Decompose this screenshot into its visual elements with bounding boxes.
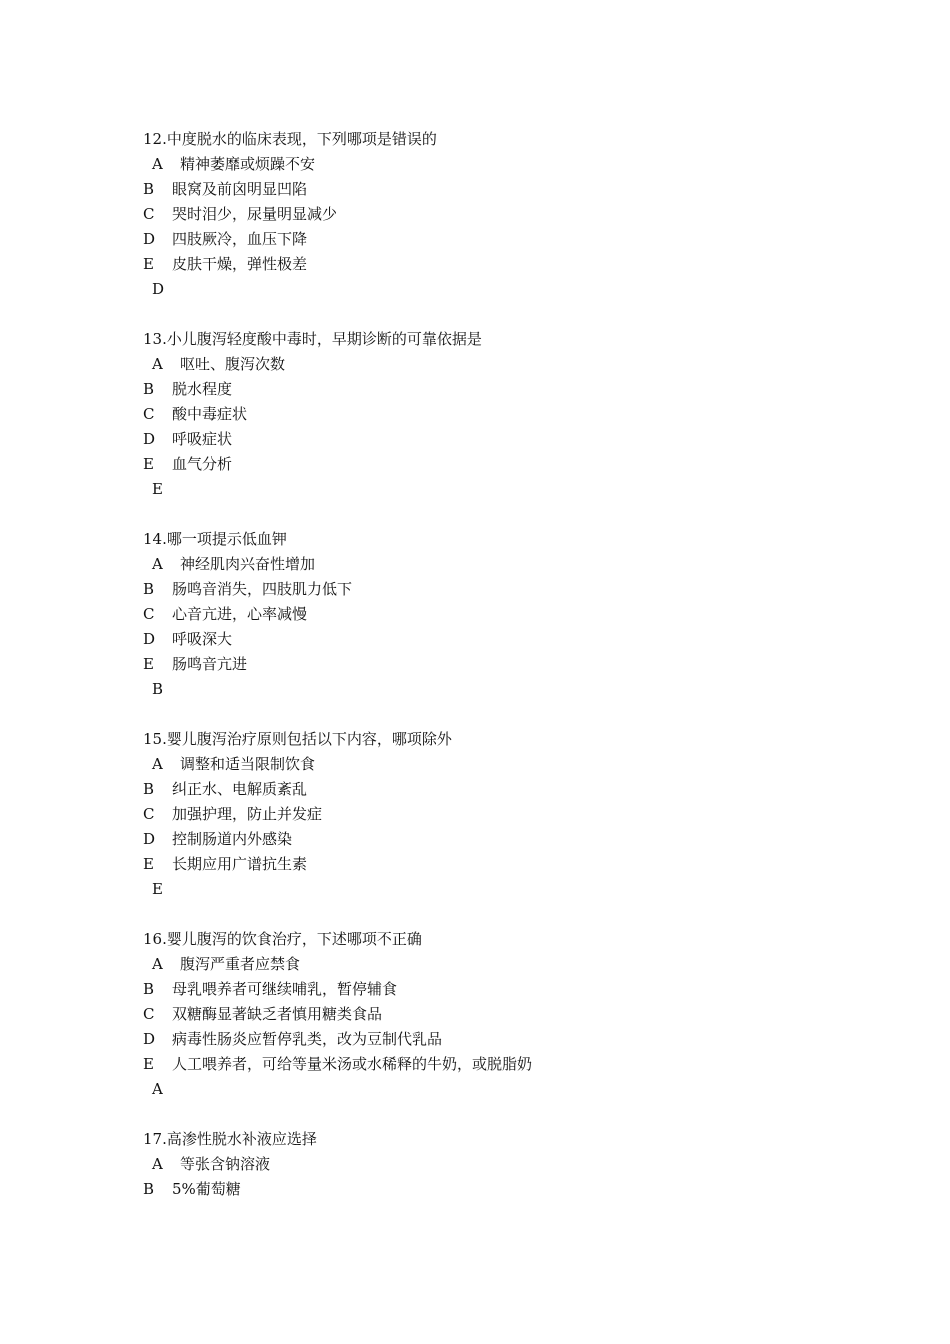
option-c xyxy=(143,802,843,827)
question-12 xyxy=(143,127,843,302)
option-d xyxy=(143,427,843,452)
option-text: 呼吸深大 xyxy=(172,630,233,648)
option-text: 病毒性肠炎应暂停乳类，改为豆制代乳品 xyxy=(172,1030,443,1048)
option-d xyxy=(143,827,843,852)
option-text: 肠鸣音亢进 xyxy=(172,655,248,673)
option-letter: C xyxy=(143,605,155,623)
option-a xyxy=(143,1152,843,1177)
question-title: 15.婴儿腹泻治疗原则包括以下内容，哪项除外 xyxy=(143,730,452,748)
option-letter: E xyxy=(143,255,154,273)
option-letter: D xyxy=(143,830,156,848)
option-b xyxy=(143,377,843,402)
option-text: 哭时泪少，尿量明显减少 xyxy=(172,205,338,223)
option-text: 眼窝及前囟明显凹陷 xyxy=(172,180,308,198)
option-letter: A xyxy=(152,555,163,573)
answer-key: D xyxy=(152,280,165,298)
option-letter: D xyxy=(143,1030,156,1048)
option-text: 皮肤干燥，弹性极差 xyxy=(172,255,308,273)
option-b xyxy=(143,1177,843,1202)
option-text: 长期应用广谱抗生素 xyxy=(172,855,308,873)
option-letter: D xyxy=(143,630,156,648)
option-letter: E xyxy=(143,1055,154,1073)
option-text: 等张含钠溶液 xyxy=(180,1155,271,1173)
option-letter: B xyxy=(143,380,155,398)
question-17 xyxy=(143,1127,843,1202)
question-title: 12.中度脱水的临床表现，下列哪项是错误的 xyxy=(143,130,437,148)
option-text: 酸中毒症状 xyxy=(172,405,248,423)
option-letter: B xyxy=(143,580,155,598)
option-e xyxy=(143,652,843,677)
question-title: 14.哪一项提示低血钾 xyxy=(143,530,287,548)
option-a xyxy=(143,552,843,577)
option-b xyxy=(143,577,843,602)
option-d xyxy=(143,1027,843,1052)
option-e xyxy=(143,852,843,877)
option-letter: E xyxy=(143,455,154,473)
option-a xyxy=(143,152,843,177)
answer-key: A xyxy=(152,1080,163,1098)
option-letter: C xyxy=(143,805,155,823)
option-text: 肠鸣音消失，四肢肌力低下 xyxy=(172,580,353,598)
answer-key: B xyxy=(152,680,164,698)
option-a xyxy=(143,352,843,377)
option-b xyxy=(143,177,843,202)
question-13 xyxy=(143,327,843,502)
option-text: 精神萎靡或烦躁不安 xyxy=(180,155,316,173)
option-text: 加强护理，防止并发症 xyxy=(172,805,323,823)
option-text: 人工喂养者，可给等量米汤或水稀释的牛奶，或脱脂奶 xyxy=(172,1055,533,1073)
option-letter: A xyxy=(152,355,163,373)
question-title: 13.小儿腹泻轻度酸中毒时，早期诊断的可靠依据是 xyxy=(143,330,482,348)
option-c xyxy=(143,202,843,227)
option-letter: A xyxy=(152,1155,163,1173)
option-text: 调整和适当限制饮食 xyxy=(180,755,316,773)
option-b xyxy=(143,977,843,1002)
option-c xyxy=(143,602,843,627)
option-d xyxy=(143,227,843,252)
option-letter: D xyxy=(143,230,156,248)
option-a xyxy=(143,952,843,977)
option-e xyxy=(143,452,843,477)
question-14 xyxy=(143,527,843,702)
option-text: 母乳喂养者可继续哺乳，暂停辅食 xyxy=(172,980,398,998)
option-text: 腹泻严重者应禁食 xyxy=(180,955,301,973)
option-a xyxy=(143,752,843,777)
question-16 xyxy=(143,927,843,1102)
question-15 xyxy=(143,727,843,902)
option-letter: D xyxy=(143,430,156,448)
option-letter: A xyxy=(152,955,163,973)
option-text: 呼吸症状 xyxy=(172,430,233,448)
option-text: 控制肠道内外感染 xyxy=(172,830,293,848)
option-letter: C xyxy=(143,205,155,223)
option-text: 脱水程度 xyxy=(172,380,233,398)
option-letter: C xyxy=(143,405,155,423)
option-letter: E xyxy=(143,855,154,873)
option-text: 血气分析 xyxy=(172,455,233,473)
option-letter: A xyxy=(152,155,163,173)
question-title: 16.婴儿腹泻的饮食治疗，下述哪项不正确 xyxy=(143,930,422,948)
option-letter: C xyxy=(143,1005,155,1023)
option-e xyxy=(143,252,843,277)
option-c xyxy=(143,402,843,427)
option-text: 呕吐、腹泻次数 xyxy=(180,355,286,373)
option-letter: B xyxy=(143,180,155,198)
question-title: 17.高渗性脱水补液应选择 xyxy=(143,1130,317,1148)
option-text: 纠正水、电解质紊乱 xyxy=(172,780,308,798)
option-letter: B xyxy=(143,1180,155,1198)
option-letter: B xyxy=(143,980,155,998)
option-text: 心音亢进，心率减慢 xyxy=(172,605,308,623)
option-e xyxy=(143,1052,843,1077)
option-letter: A xyxy=(152,755,163,773)
option-b xyxy=(143,777,843,802)
document-page xyxy=(143,127,843,1227)
option-text: 双糖酶显著缺乏者慎用糖类食品 xyxy=(172,1005,383,1023)
option-text: 5%葡萄糖 xyxy=(172,1180,241,1198)
option-text: 四肢厥冷，血压下降 xyxy=(172,230,308,248)
option-d xyxy=(143,627,843,652)
option-letter: B xyxy=(143,780,155,798)
answer-key: E xyxy=(152,880,163,898)
option-text: 神经肌肉兴奋性增加 xyxy=(180,555,316,573)
option-letter: E xyxy=(143,655,154,673)
option-c xyxy=(143,1002,843,1027)
answer-key: E xyxy=(152,480,163,498)
